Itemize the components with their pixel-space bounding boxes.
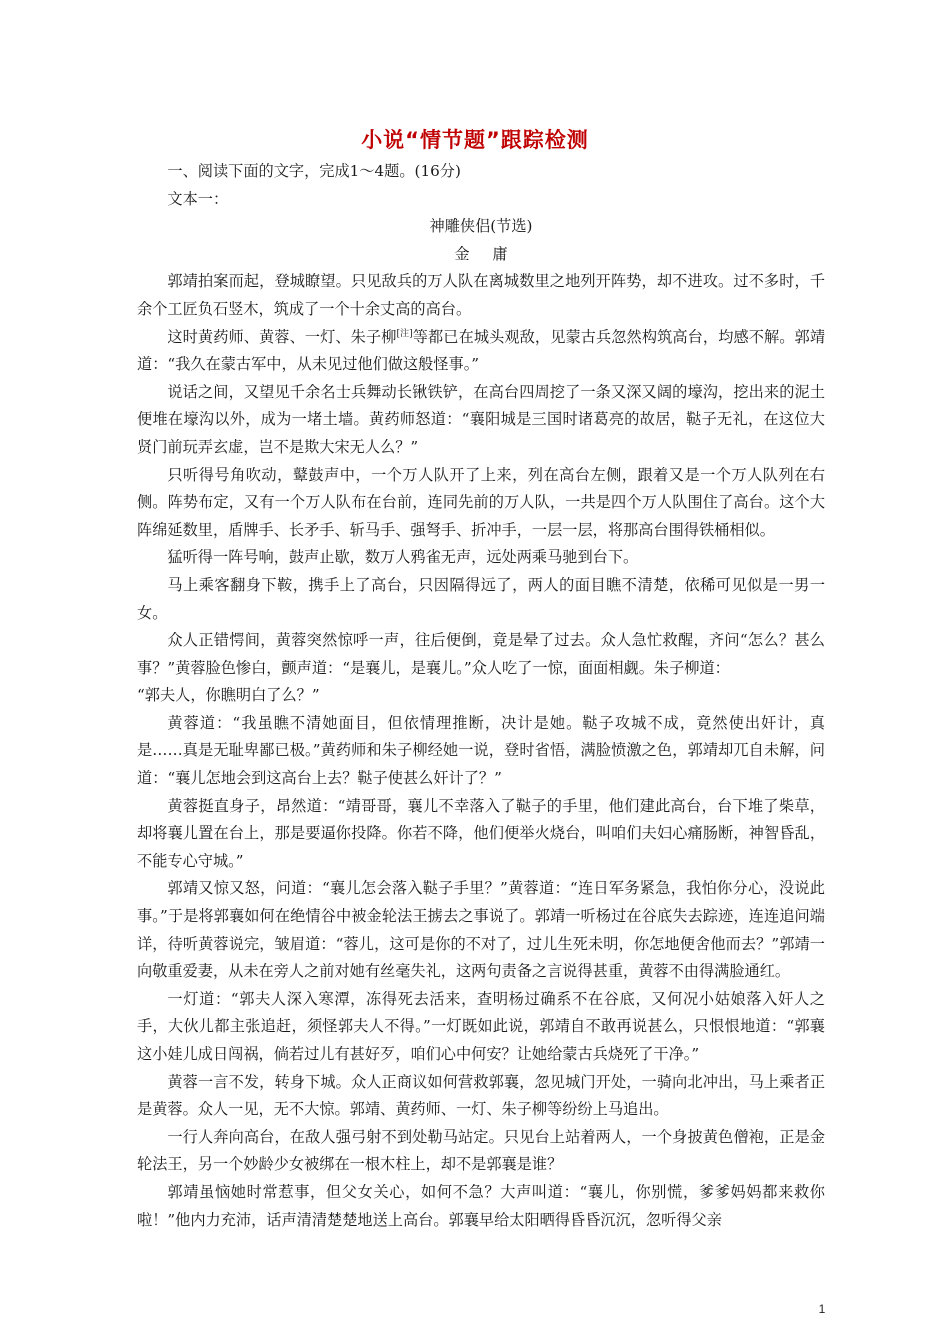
work-title: 神雕侠侣(节选): [429, 217, 533, 236]
paragraph: [137, 324, 825, 379]
paragraph: 郭靖虽恼她时常惹事，但父女关心，如何不急？大声叫道：“襄儿，你别慌，爹爹妈妈都来救你啦！”他内力充沛，话声清清楚楚地送上高台。郭襄早给太阳晒得昏昏沉沉，忽听得父亲: [137, 1182, 825, 1229]
footnote-marker: [注]: [396, 328, 413, 339]
paragraph: 猛听得一阵号响，鼓声止歇，数万人鸦雀无声，远处两乘马驰到台下。: [167, 548, 639, 567]
paragraph: 只听得号角吹动，鼙鼓声中，一个万人队开了上来，列在高台左侧，跟着又是一个万人队列在右侧。阵势布定，又有一个万人队布在台前，连同先前的万人队，一共是四个万人队围住了高台。这个大阵绵延数里，盾牌手、长矛手、斩马手、强弩手、折冲手，一层一层，将那高台围得铁桶相似。: [137, 465, 825, 539]
paragraph: 黄蓉挺直身子，昂然道：“靖哥哥，襄儿不幸落入了鞑子的手里，他们建此高台，台下堆了柴草，却将襄儿置在台上，那是要逼你投降。你若不降，他们便举火烧台，叫咱们夫妇心痛肠断，神智昏乱，不能专心守城。”: [137, 796, 825, 870]
paragraph: “郭夫人，你瞧明白了么？”: [137, 686, 320, 705]
page-title: 小说“情节题”跟踪检测: [361, 128, 589, 152]
text-label: 文本一：: [167, 189, 229, 208]
paragraph: 郭靖拍案而起，登城瞭望。只见敌兵的万人队在离城数里之地列开阵势，却不进攻。过不多时，千余个工匠负石竖木，筑成了一个十余丈高的高台。: [137, 272, 825, 318]
document-body: [137, 158, 825, 1234]
paragraph: 众人正错愕间，黄蓉突然惊呼一声，往后便倒，竟是晕了过去。众人急忙救醒，齐问“怎么？甚么事？”黄蓉脸色惨白，颤声道：“是襄儿，是襄儿。”众人吃了一惊，面面相觑。朱子柳道：: [137, 631, 825, 677]
question-instruction: 一、阅读下面的文字，完成1～4题。(16分): [167, 162, 461, 180]
paragraph-text: 这时黄药师、黄蓉、一灯、朱子柳: [167, 327, 397, 346]
paragraph: 说话之间，又望见千余名士兵舞动长锹铁铲，在高台四周挖了一条又深又阔的壕沟，挖出来的泥土便堆在壕沟以外，成为一堵土墙。黄药师怒道：“襄阳城是三国时诸葛亮的故居，鞑子无礼，在这位大贤门前玩弄玄虚，岂不是欺大宋无人么？”: [137, 382, 825, 456]
paragraph: 一灯道：“郭夫人深入寒潭，冻得死去活来，查明杨过确系不在谷底，又何况小姑娘落入奸人之手，大伙儿都主张追赶，须怪郭夫人不得。”一灯既如此说，郭靖自不敢再说甚么，只恨恨地道：“郭襄这小娃儿成日闯祸，倘若过儿有甚好歹，咱们心中何安？让她给蒙古兵烧死了干净。”: [137, 989, 825, 1063]
paragraph: 一行人奔向高台，在敌人强弓射不到处勒马站定。只见台上站着两人，一个身披黄色僧袍，正是金轮法王，另一个妙龄少女被绑在一根木柱上，却不是郭襄是谁？: [137, 1127, 825, 1174]
page-number: 1: [818, 1302, 826, 1316]
work-author: 金庸: [454, 244, 531, 263]
paragraph-text: 等都已在城头观敌，见蒙古兵忽然构筑高台，均感不解。郭靖道：“我久在蒙古军中，从未见过他们做这般怪事。”: [137, 327, 826, 374]
paragraph: 马上乘客翻身下鞍，携手上了高台，只因隔得远了，两人的面目瞧不清楚，依稀可见似是一男一女。: [137, 575, 825, 622]
paragraph: 黄蓉一言不发，转身下城。众人正商议如何营救郭襄，忽见城门开处，一骑向北冲出，马上乘者正是黄蓉。众人一见，无不大惊。郭靖、黄药师、一灯、朱子柳等纷纷上马追出。: [137, 1072, 825, 1119]
paragraph: 郭靖又惊又怒，问道：“襄儿怎会落入鞑子手里？”黄蓉道：“连日军务紧急，我怕你分心，没说此事。”于是将郭襄如何在绝情谷中被金轮法王掳去之事说了。郭靖一听杨过在谷底失去踪迹，连连追问端详，待听黄蓉说完，皱眉道：“蓉儿，这可是你的不对了，过儿生死未明，你怎地便舍他而去？”郭靖一向敬重爱妻，从未在旁人之前对她有丝毫失礼，这两句责备之言说得甚重，黄蓉不由得满脸通红。: [137, 879, 825, 981]
paragraph: 黄蓉道：“我虽瞧不清她面目，但依情理推断，决计是她。鞑子攻城不成，竟然使出奸计，真是……真是无耻卑鄙已极。”黄药师和朱子柳经她一说，登时省悟，满脸愤激之色，郭靖却兀自未解，问道：“襄儿怎地会到这高台上去？鞑子使甚么奸计了？”: [137, 713, 825, 788]
